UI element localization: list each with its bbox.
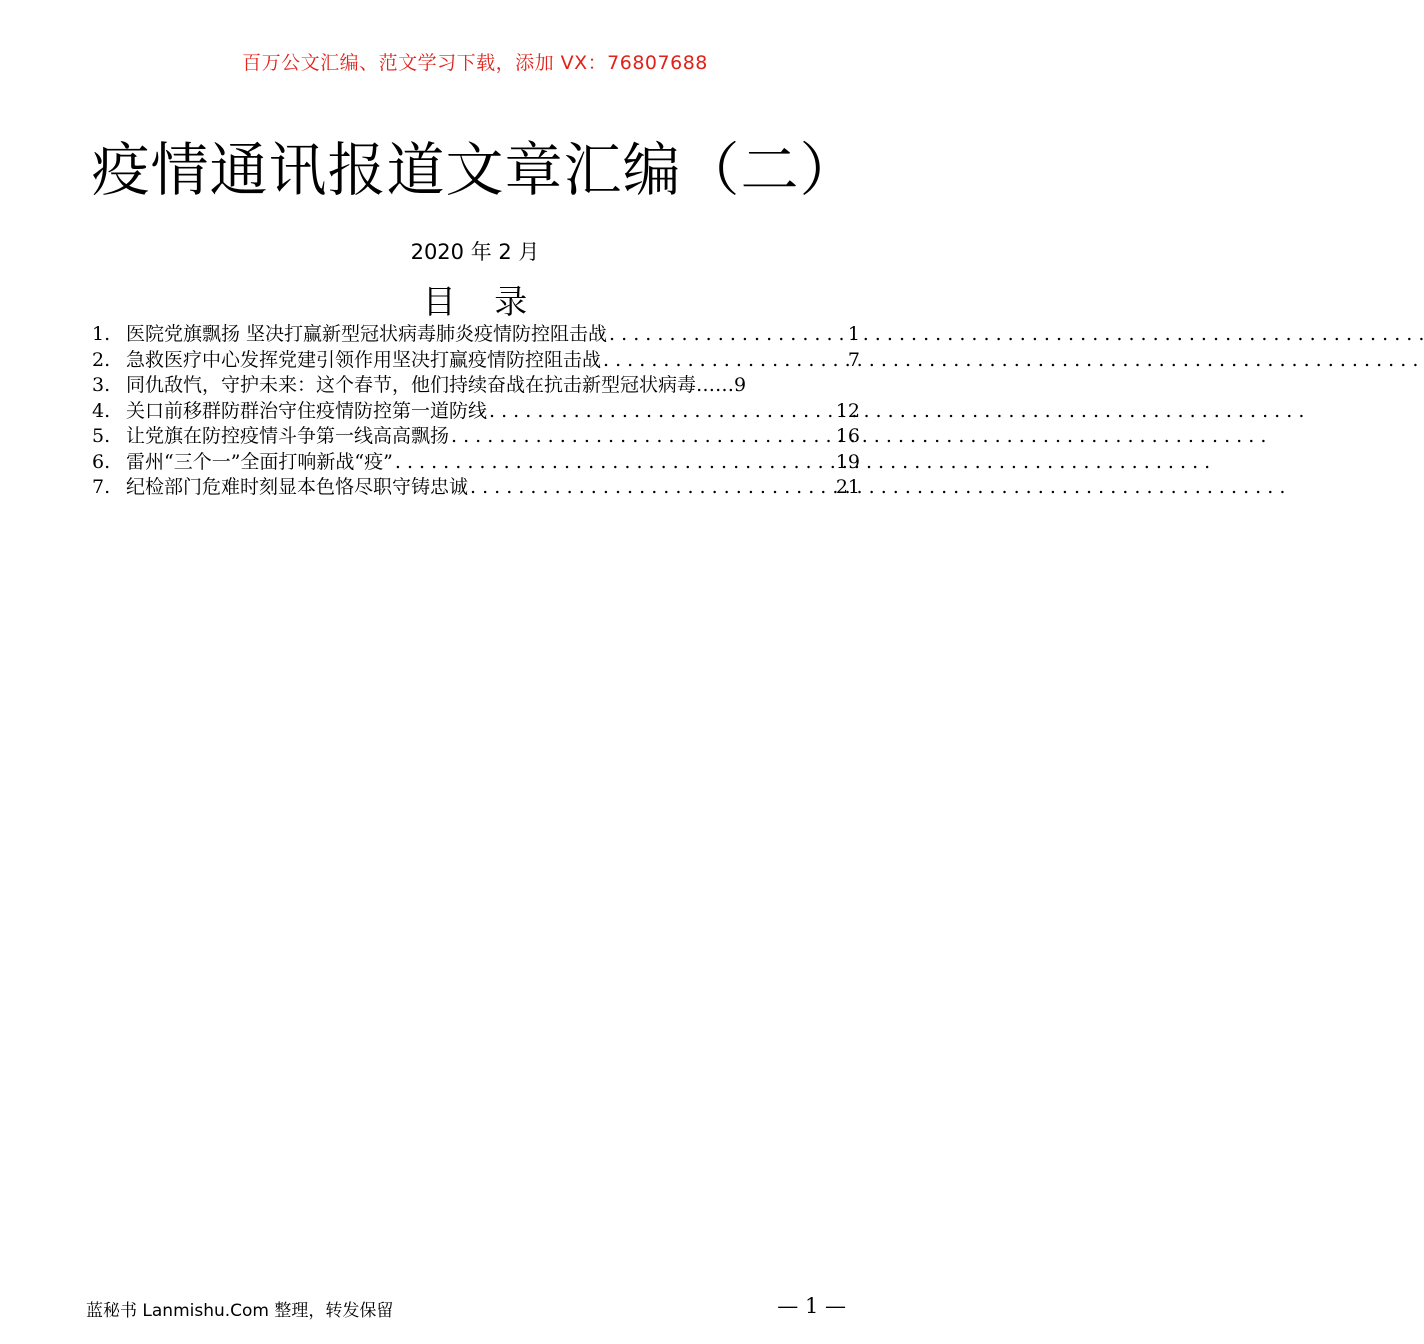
document-title: 疫情通讯报道文章汇编（二）	[91, 136, 859, 204]
toc-item[interactable]	[92, 373, 860, 399]
toc-item[interactable]	[92, 348, 860, 374]
toc-item[interactable]	[92, 475, 860, 501]
toc-item-number: 6.	[92, 450, 111, 473]
toc-leader-dots	[451, 424, 834, 450]
toc-item[interactable]	[92, 399, 860, 425]
footer-credit: 蓝秘书 Lanmishu.Com 整理，转发保留	[86, 1301, 394, 1321]
toc-item-number: 3.	[92, 374, 111, 396]
toc-item-page: 7	[847, 348, 860, 371]
toc-leader-dots	[609, 322, 846, 348]
toc-leader-dots	[603, 348, 846, 374]
table-of-contents	[92, 322, 860, 501]
toc-item-title: 让党旗在防控疫情斗争第一线高高飘扬	[126, 425, 450, 447]
toc-item-number: 7.	[92, 476, 111, 498]
toc-item-title: 急救医疗中心发挥党建引领作用坚决打赢疫情防控阻击战	[126, 348, 602, 371]
toc-item-title: 同仇敌忾，守护未来：这个春节，他们持续奋战在抗击新型冠状病毒……	[126, 374, 735, 396]
toc-item-number: 5.	[92, 425, 111, 447]
toc-item-page: 19	[835, 450, 860, 473]
toc-item-title: 关口前移群防群治守住疫情防控第一道防线	[126, 399, 488, 422]
toc-item-title: 医院党旗飘扬 坚决打赢新型冠状病毒肺炎疫情防控阻击战	[126, 323, 608, 345]
toc-item-page: 12	[835, 399, 860, 422]
toc-item[interactable]	[92, 424, 860, 450]
toc-item[interactable]	[92, 322, 860, 348]
toc-leader-dots	[489, 399, 834, 425]
toc-heading: 目 录	[422, 282, 542, 321]
toc-item[interactable]	[92, 450, 860, 476]
toc-item-number: 4.	[92, 399, 111, 422]
footer-page-number: — 1 —	[777, 1294, 846, 1318]
toc-leader-dots	[470, 475, 834, 501]
toc-item-title: 雷州“三个一”全面打响新战“疫”	[126, 450, 393, 473]
toc-item-page: 16	[835, 425, 860, 447]
toc-item-number: 2.	[92, 348, 111, 371]
toc-item-page: 1	[847, 323, 860, 345]
toc-item-number: 1.	[92, 323, 111, 345]
toc-item-title: 纪检部门危难时刻显本色恪尽职守铸忠诚	[126, 476, 469, 498]
toc-item-page: 9	[734, 374, 747, 396]
header-banner: 百万公文汇编、范文学习下载，添加 VX：76807688	[242, 52, 708, 74]
toc-leader-dots	[395, 450, 834, 476]
toc-item-page: 21	[835, 476, 860, 498]
document-date: 2020 年 2 月	[410, 240, 540, 264]
